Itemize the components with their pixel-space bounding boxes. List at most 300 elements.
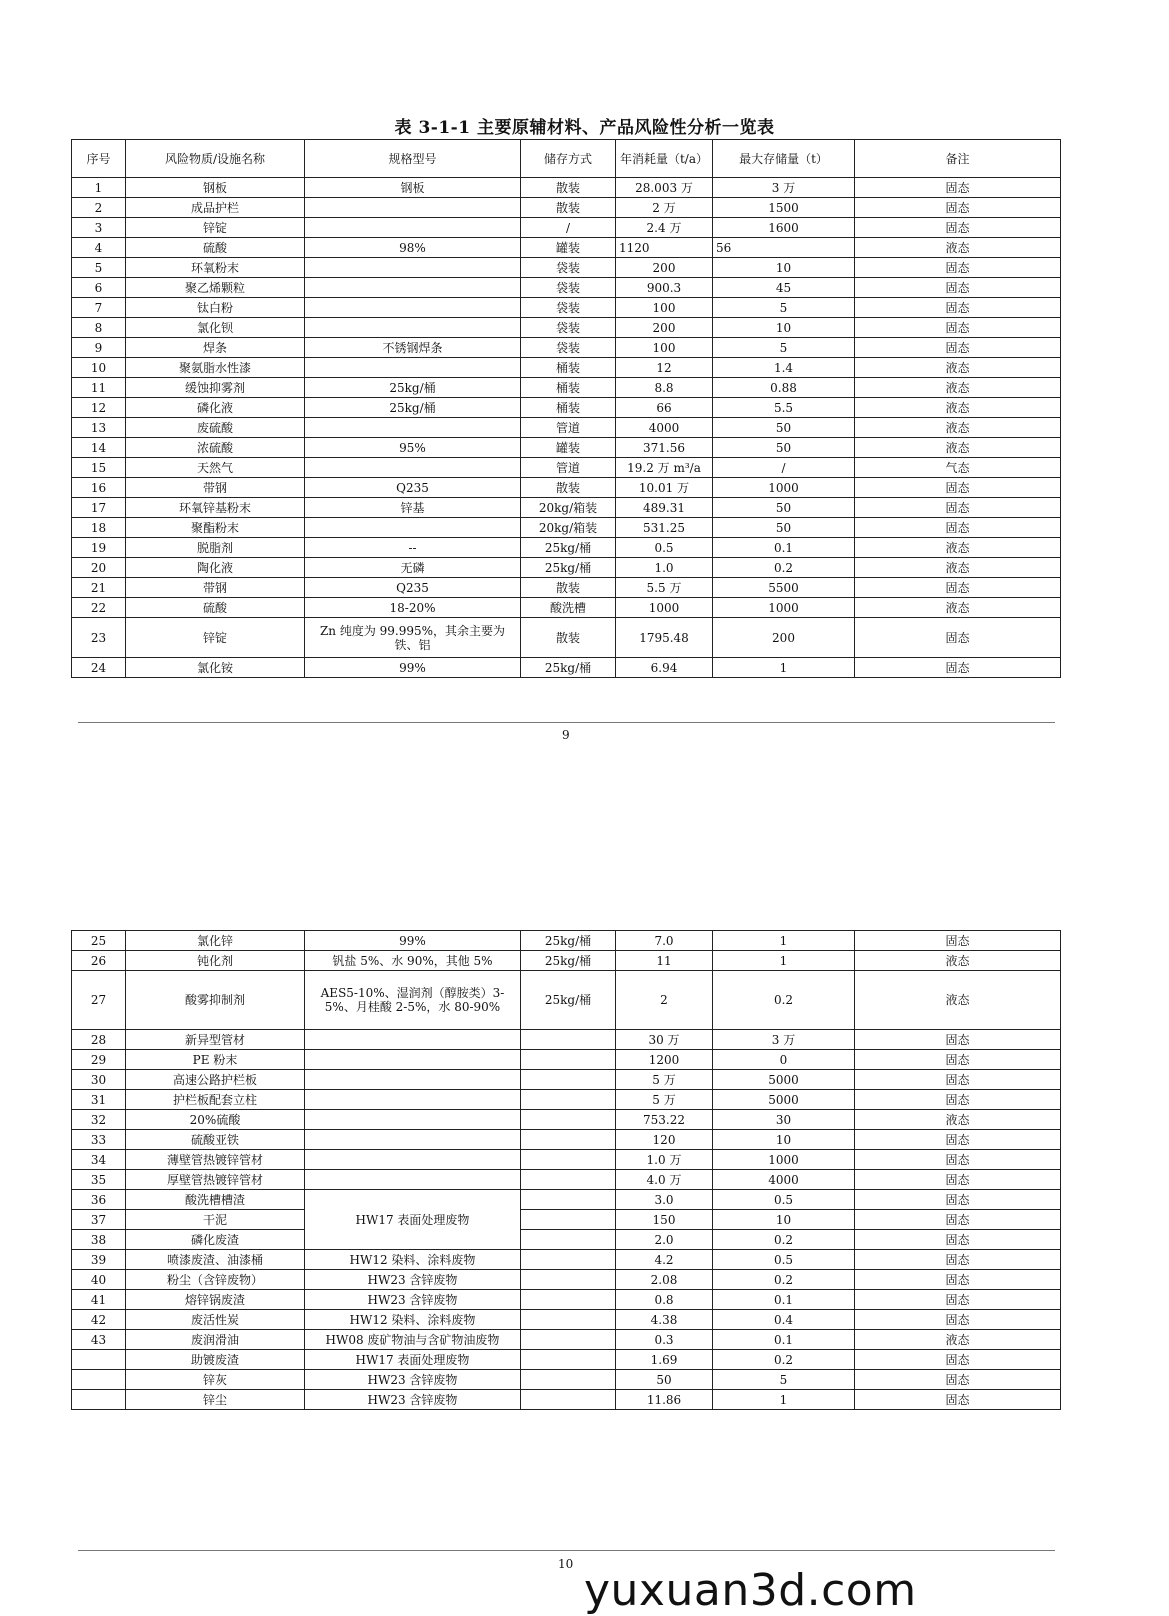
table-cell xyxy=(72,1350,126,1370)
table-cell: 20 xyxy=(72,558,126,578)
table-cell xyxy=(305,278,521,298)
page-footer-rule xyxy=(78,1550,1055,1551)
table-cell: 99% xyxy=(305,658,521,678)
table-cell: 41 xyxy=(72,1290,126,1310)
table-cell: 29 xyxy=(72,1050,126,1070)
table-cell: 袋装 xyxy=(521,318,616,338)
table-cell: 焊条 xyxy=(126,338,305,358)
table-cell: 10.01 万 xyxy=(616,478,713,498)
table-cell: -- xyxy=(305,538,521,558)
table-cell: 液态 xyxy=(855,558,1061,578)
table-cell: 25kg/桶 xyxy=(305,398,521,418)
table-cell: 钢板 xyxy=(126,178,305,198)
table-row xyxy=(72,518,1061,538)
table-cell: 3 xyxy=(72,218,126,238)
table-cell: 200 xyxy=(616,258,713,278)
header-cell: 最大存储量（t） xyxy=(713,140,855,178)
table-cell: 钢板 xyxy=(305,178,521,198)
table-cell: 531.25 xyxy=(616,518,713,538)
table-cell: HW17 表面处理废物 xyxy=(305,1190,521,1250)
header-cell: 储存方式 xyxy=(521,140,616,178)
table-cell: 100 xyxy=(616,338,713,358)
table-cell: 0.4 xyxy=(713,1310,855,1330)
table-cell: 罐装 xyxy=(521,238,616,258)
table-cell: 废硫酸 xyxy=(126,418,305,438)
table-cell: 散装 xyxy=(521,478,616,498)
table-cell: 19.2 万 m³/a xyxy=(616,458,713,478)
table-row xyxy=(72,318,1061,338)
table-cell: 40 xyxy=(72,1270,126,1290)
table-title: 表 3-1-1 主要原辅材料、产品风险性分析一览表 xyxy=(394,118,775,138)
table-cell xyxy=(305,1070,521,1090)
table-row xyxy=(72,438,1061,458)
table-row xyxy=(72,1390,1061,1410)
table-cell: 17 xyxy=(72,498,126,518)
table-cell: 25kg/桶 xyxy=(305,378,521,398)
table-cell xyxy=(305,298,521,318)
header-cell: 序号 xyxy=(72,140,126,178)
table-cell xyxy=(521,1190,616,1210)
table-cell xyxy=(305,458,521,478)
table-cell: 散装 xyxy=(521,618,616,658)
table-row xyxy=(72,1210,1061,1230)
table-cell xyxy=(521,1110,616,1130)
table-cell: 20kg/箱装 xyxy=(521,518,616,538)
table-cell: 固态 xyxy=(855,1390,1061,1410)
table-cell: 液态 xyxy=(855,418,1061,438)
table-cell: HW12 染料、涂料废物 xyxy=(305,1310,521,1330)
table-cell: 5 xyxy=(713,1370,855,1390)
table-cell: 36 xyxy=(72,1190,126,1210)
table-cell: 成品护栏 xyxy=(126,198,305,218)
table-cell: 3.0 xyxy=(616,1190,713,1210)
table-row xyxy=(72,658,1061,678)
table-cell: 25kg/桶 xyxy=(521,558,616,578)
table-cell xyxy=(72,1390,126,1410)
table-cell: 2.4 万 xyxy=(616,218,713,238)
table-cell: 4.38 xyxy=(616,1310,713,1330)
table-cell: 31 xyxy=(72,1090,126,1110)
table-row xyxy=(72,1050,1061,1070)
table-cell: 8 xyxy=(72,318,126,338)
table-cell: 厚壁管热镀锌管材 xyxy=(126,1170,305,1190)
table-cell: 桶装 xyxy=(521,358,616,378)
table-cell: 30 xyxy=(72,1070,126,1090)
table-cell: 12 xyxy=(72,398,126,418)
table-cell xyxy=(521,1130,616,1150)
table-cell xyxy=(521,1170,616,1190)
table-cell: 11 xyxy=(72,378,126,398)
table-cell: 11 xyxy=(616,951,713,971)
table-cell: 1120 xyxy=(616,238,713,258)
table-cell: 4000 xyxy=(616,418,713,438)
table-cell: 氯化锌 xyxy=(126,931,305,951)
table-body-page-1 xyxy=(72,178,1061,678)
table-cell: 13 xyxy=(72,418,126,438)
table-cell: 0.2 xyxy=(713,1270,855,1290)
table-cell: AES5-10%、湿润剂（醇胺类）3-5%、月桂酸 2-5%，水 80-90% xyxy=(305,971,521,1030)
table-cell: 12 xyxy=(616,358,713,378)
risk-table-page-2 xyxy=(71,930,1061,1410)
table-cell: 脱脂剂 xyxy=(126,538,305,558)
table-row xyxy=(72,178,1061,198)
table-cell: 固态 xyxy=(855,658,1061,678)
table-cell: 37 xyxy=(72,1210,126,1230)
page-footer-rule xyxy=(78,722,1055,723)
table-cell: 1.0 xyxy=(616,558,713,578)
table-row xyxy=(72,198,1061,218)
table-cell: 5 万 xyxy=(616,1090,713,1110)
table-cell: 7 xyxy=(72,298,126,318)
table-cell: 18 xyxy=(72,518,126,538)
table-cell: 陶化液 xyxy=(126,558,305,578)
table-cell: 30 xyxy=(713,1110,855,1130)
table-cell xyxy=(305,1050,521,1070)
table-cell: 42 xyxy=(72,1310,126,1330)
table-cell: 10 xyxy=(713,1130,855,1150)
table-cell: 900.3 xyxy=(616,278,713,298)
table-cell: 锌灰 xyxy=(126,1370,305,1390)
table-cell: 25kg/桶 xyxy=(521,658,616,678)
table-cell: 6 xyxy=(72,278,126,298)
table-cell: 5.5 万 xyxy=(616,578,713,598)
table-cell: 液态 xyxy=(855,971,1061,1030)
table-cell: 24 xyxy=(72,658,126,678)
table-cell: 66 xyxy=(616,398,713,418)
table-row xyxy=(72,258,1061,278)
table-cell: 液态 xyxy=(855,398,1061,418)
page-number: 10 xyxy=(558,1557,574,1571)
table-cell: 18-20% xyxy=(305,598,521,618)
table-cell: 1 xyxy=(713,1390,855,1410)
table-cell: 56 xyxy=(713,238,855,258)
table-cell: 489.31 xyxy=(616,498,713,518)
table-cell: 50 xyxy=(713,438,855,458)
table-cell: 4 xyxy=(72,238,126,258)
table-cell: 固态 xyxy=(855,1190,1061,1210)
table-cell: 753.22 xyxy=(616,1110,713,1130)
table-cell: 0.1 xyxy=(713,1330,855,1350)
table-cell: Q235 xyxy=(305,578,521,598)
header-cell: 备注 xyxy=(855,140,1061,178)
table-cell: 2.0 xyxy=(616,1230,713,1250)
table-cell: 10 xyxy=(713,258,855,278)
table-cell: 14 xyxy=(72,438,126,458)
table-cell xyxy=(521,1350,616,1370)
table-cell: 23 xyxy=(72,618,126,658)
table-row xyxy=(72,971,1061,1030)
table-cell: 16 xyxy=(72,478,126,498)
table-cell: 7.0 xyxy=(616,931,713,951)
table-row xyxy=(72,1310,1061,1330)
table-cell xyxy=(521,1390,616,1410)
table-header-row xyxy=(72,140,1061,178)
page-number: 9 xyxy=(562,728,570,742)
table-cell: 5 万 xyxy=(616,1070,713,1090)
table-cell: 45 xyxy=(713,278,855,298)
table-cell: 液态 xyxy=(855,358,1061,378)
table-cell: 25kg/桶 xyxy=(521,971,616,1030)
table-row xyxy=(72,558,1061,578)
table-cell: 10 xyxy=(713,318,855,338)
table-cell: 2 万 xyxy=(616,198,713,218)
table-cell: 固态 xyxy=(855,931,1061,951)
table-cell: 管道 xyxy=(521,418,616,438)
table-cell: 32 xyxy=(72,1110,126,1130)
table-cell: 0.2 xyxy=(713,971,855,1030)
table-cell: HW08 废矿物油与含矿物油废物 xyxy=(305,1330,521,1350)
table-cell: 5500 xyxy=(713,578,855,598)
table-cell: 100 xyxy=(616,298,713,318)
table-cell: 固态 xyxy=(855,298,1061,318)
table-row xyxy=(72,498,1061,518)
table-cell: 35 xyxy=(72,1170,126,1190)
table-cell: 固态 xyxy=(855,1130,1061,1150)
table-row xyxy=(72,1150,1061,1170)
table-cell: 0.3 xyxy=(616,1330,713,1350)
table-cell: 固态 xyxy=(855,1070,1061,1090)
table-cell: 环氧锌基粉末 xyxy=(126,498,305,518)
table-cell: 液态 xyxy=(855,538,1061,558)
table-cell: 0.2 xyxy=(713,1230,855,1250)
table-row xyxy=(72,951,1061,971)
table-cell: 薄壁管热镀锌管材 xyxy=(126,1150,305,1170)
table-cell: 喷漆废渣、油漆桶 xyxy=(126,1250,305,1270)
table-cell: 固态 xyxy=(855,258,1061,278)
table-cell: 20kg/箱装 xyxy=(521,498,616,518)
table-row xyxy=(72,1170,1061,1190)
table-cell xyxy=(521,1370,616,1390)
table-cell: 散装 xyxy=(521,198,616,218)
table-row xyxy=(72,218,1061,238)
table-cell: 3 万 xyxy=(713,178,855,198)
table-cell: 95% xyxy=(305,438,521,458)
table-cell: 固态 xyxy=(855,1270,1061,1290)
table-cell: 50 xyxy=(713,418,855,438)
table-cell: 5 xyxy=(713,298,855,318)
table-cell: 5000 xyxy=(713,1070,855,1090)
table-cell: 无磷 xyxy=(305,558,521,578)
table-row xyxy=(72,1230,1061,1250)
table-cell: 25kg/桶 xyxy=(521,931,616,951)
table-row xyxy=(72,338,1061,358)
table-cell: 1000 xyxy=(713,478,855,498)
table-cell: 1 xyxy=(713,951,855,971)
table-cell xyxy=(305,1150,521,1170)
table-cell xyxy=(521,1210,616,1230)
table-cell: 25kg/桶 xyxy=(521,538,616,558)
table-cell: 21 xyxy=(72,578,126,598)
table-cell: 5 xyxy=(713,338,855,358)
table-cell: 1.69 xyxy=(616,1350,713,1370)
table-cell: 5000 xyxy=(713,1090,855,1110)
table-row xyxy=(72,1370,1061,1390)
table-cell: / xyxy=(521,218,616,238)
table-cell: 2 xyxy=(616,971,713,1030)
table-cell: 5 xyxy=(72,258,126,278)
table-cell xyxy=(305,1130,521,1150)
table-cell: 98% xyxy=(305,238,521,258)
table-cell: 固态 xyxy=(855,518,1061,538)
table-cell: 固态 xyxy=(855,478,1061,498)
table-row xyxy=(72,298,1061,318)
table-cell: 固态 xyxy=(855,198,1061,218)
table-cell: 磷化液 xyxy=(126,398,305,418)
table-cell: 液态 xyxy=(855,1110,1061,1130)
table-cell xyxy=(305,318,521,338)
table-cell xyxy=(305,518,521,538)
table-cell: 120 xyxy=(616,1130,713,1150)
table-cell xyxy=(521,1150,616,1170)
table-row xyxy=(72,1130,1061,1150)
table-cell xyxy=(305,1030,521,1050)
table-row xyxy=(72,398,1061,418)
table-cell: 1.4 xyxy=(713,358,855,378)
table-cell: 0.1 xyxy=(713,538,855,558)
table-cell: 0.8 xyxy=(616,1290,713,1310)
table-cell: 38 xyxy=(72,1230,126,1250)
table-row xyxy=(72,1330,1061,1350)
table-cell: 桶装 xyxy=(521,398,616,418)
table-cell: HW17 表面处理废物 xyxy=(305,1350,521,1370)
table-cell: 0.5 xyxy=(616,538,713,558)
table-cell: 固态 xyxy=(855,498,1061,518)
table-cell: 150 xyxy=(616,1210,713,1230)
table-cell: 0.88 xyxy=(713,378,855,398)
table-cell: 环氧粉末 xyxy=(126,258,305,278)
table-cell: 缓蚀抑雾剂 xyxy=(126,378,305,398)
table-cell: 4.2 xyxy=(616,1250,713,1270)
table-cell: 护栏板配套立柱 xyxy=(126,1090,305,1110)
table-cell xyxy=(521,1310,616,1330)
table-cell: HW12 染料、涂料废物 xyxy=(305,1250,521,1270)
table-cell: 桶装 xyxy=(521,378,616,398)
table-cell: 固态 xyxy=(855,1350,1061,1370)
risk-table-page-1 xyxy=(71,139,1061,678)
table-row xyxy=(72,1030,1061,1050)
table-cell: 聚氨脂水性漆 xyxy=(126,358,305,378)
table-cell: 酸洗槽 xyxy=(521,598,616,618)
table-cell: 罐装 xyxy=(521,438,616,458)
table-cell: 4.0 万 xyxy=(616,1170,713,1190)
table-cell: 聚酯粉末 xyxy=(126,518,305,538)
table-row xyxy=(72,358,1061,378)
table-cell: 聚乙烯颗粒 xyxy=(126,278,305,298)
table-row xyxy=(72,1250,1061,1270)
table-cell xyxy=(521,1290,616,1310)
table-cell: 50 xyxy=(616,1370,713,1390)
table-cell xyxy=(521,1030,616,1050)
table-cell: 33 xyxy=(72,1130,126,1150)
table-cell: 液态 xyxy=(855,378,1061,398)
table-cell xyxy=(305,198,521,218)
table-cell: 固态 xyxy=(855,1290,1061,1310)
table-cell: 200 xyxy=(713,618,855,658)
table-row xyxy=(72,1270,1061,1290)
table-cell: 散装 xyxy=(521,578,616,598)
table-row xyxy=(72,418,1061,438)
table-cell: 99% xyxy=(305,931,521,951)
table-cell: 液态 xyxy=(855,951,1061,971)
table-cell: HW23 含锌废物 xyxy=(305,1270,521,1290)
table-cell: 10 xyxy=(713,1210,855,1230)
table-cell: 锌锭 xyxy=(126,218,305,238)
table-cell: 28.003 万 xyxy=(616,178,713,198)
table-cell: 钒盐 5%、水 90%，其他 5% xyxy=(305,951,521,971)
table-row xyxy=(72,378,1061,398)
table-cell: 1000 xyxy=(713,598,855,618)
table-cell: 助镀废渣 xyxy=(126,1350,305,1370)
table-cell: Zn 纯度为 99.995%，其余主要为铁、铝 xyxy=(305,618,521,658)
table-cell: 氯化钡 xyxy=(126,318,305,338)
table-cell: 干泥 xyxy=(126,1210,305,1230)
table-cell: 0 xyxy=(713,1050,855,1070)
table-cell: 锌尘 xyxy=(126,1390,305,1410)
table-cell: 固态 xyxy=(855,1050,1061,1070)
table-cell: 固态 xyxy=(855,318,1061,338)
table-cell: 1200 xyxy=(616,1050,713,1070)
table-cell: 硫酸 xyxy=(126,598,305,618)
table-cell: 袋装 xyxy=(521,338,616,358)
table-cell xyxy=(305,1090,521,1110)
table-cell: 固态 xyxy=(855,178,1061,198)
table-cell: 15 xyxy=(72,458,126,478)
table-cell: 1.0 万 xyxy=(616,1150,713,1170)
table-cell xyxy=(521,1330,616,1350)
table-cell xyxy=(305,1170,521,1190)
table-cell: 固态 xyxy=(855,278,1061,298)
table-row xyxy=(72,238,1061,258)
table-cell: / xyxy=(713,458,855,478)
table-cell: 2 xyxy=(72,198,126,218)
table-cell: 锌基 xyxy=(305,498,521,518)
table-cell: 硫酸 xyxy=(126,238,305,258)
table-cell: 4000 xyxy=(713,1170,855,1190)
table-cell: 1000 xyxy=(713,1150,855,1170)
table-cell: 371.56 xyxy=(616,438,713,458)
table-cell: 6.94 xyxy=(616,658,713,678)
table-cell: PE 粉末 xyxy=(126,1050,305,1070)
table-cell: 固态 xyxy=(855,1370,1061,1390)
table-cell: 1000 xyxy=(616,598,713,618)
table-cell: 5.5 xyxy=(713,398,855,418)
table-row xyxy=(72,538,1061,558)
table-cell: 散装 xyxy=(521,178,616,198)
table-cell: 固态 xyxy=(855,1210,1061,1230)
table-cell: 19 xyxy=(72,538,126,558)
table-cell: 50 xyxy=(713,498,855,518)
table-cell: 熔锌锅废渣 xyxy=(126,1290,305,1310)
table-cell: 20%硫酸 xyxy=(126,1110,305,1130)
header-cell: 规格型号 xyxy=(305,140,521,178)
table-cell: 氯化铵 xyxy=(126,658,305,678)
table-cell: 气态 xyxy=(855,458,1061,478)
table-cell: 液态 xyxy=(855,438,1061,458)
table-row xyxy=(72,458,1061,478)
table-cell: 1 xyxy=(713,931,855,951)
table-cell xyxy=(305,358,521,378)
table-cell: HW23 含锌废物 xyxy=(305,1290,521,1310)
table-cell: 1500 xyxy=(713,198,855,218)
table-cell: 2.08 xyxy=(616,1270,713,1290)
table-cell: 新异型管材 xyxy=(126,1030,305,1050)
table-cell: 不锈钢焊条 xyxy=(305,338,521,358)
header-cell: 风险物质/设施名称 xyxy=(126,140,305,178)
table-cell: 27 xyxy=(72,971,126,1030)
table-row xyxy=(72,1070,1061,1090)
table-row xyxy=(72,1090,1061,1110)
table-cell: 浓硫酸 xyxy=(126,438,305,458)
